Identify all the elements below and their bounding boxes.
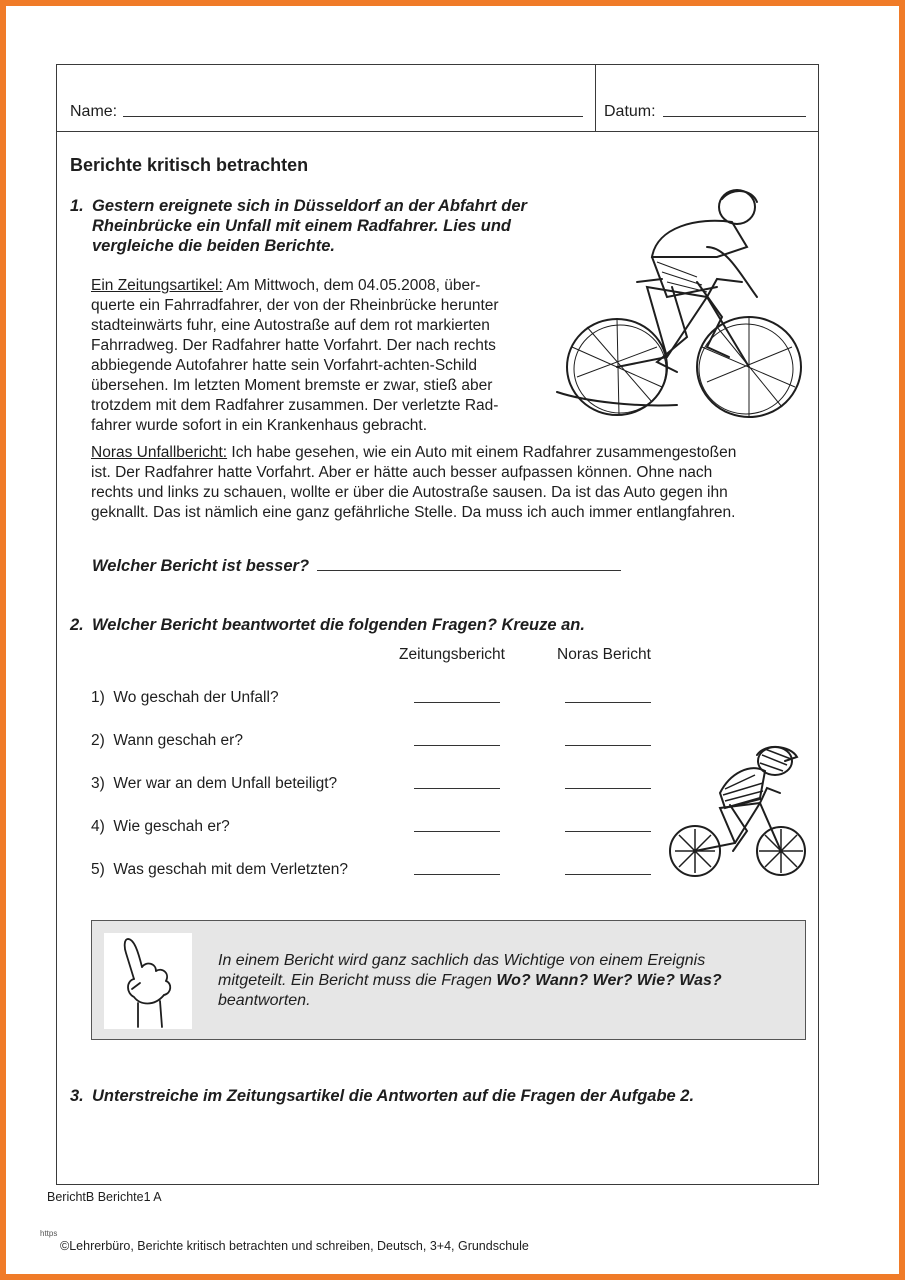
task-1: [70, 196, 562, 256]
info-line: In einem Bericht wird ganz sachlich das Wichtige von einem Ereignis: [218, 952, 706, 969]
answer-line-newspaper[interactable]: [414, 745, 500, 746]
article-line: abbiegende Autofahrer hatte sein Vorfahrt-achten-Schild: [91, 357, 478, 374]
footer-copyright: ©Lehrerbüro, Berichte kritisch betrachten und schreiben, Deutsch, 3+4, Grundschule: [60, 1239, 529, 1253]
date-label: Datum:: [604, 103, 656, 120]
question-text: Wo geschah der Unfall?: [113, 689, 279, 706]
answer-line-nora[interactable]: [565, 788, 651, 789]
answer-line-newspaper[interactable]: [414, 874, 500, 875]
article-line: Fahrradweg. Der Radfahrer hatte Vorfahrt. Der nach rechts: [91, 337, 496, 354]
article-line: übersehen. Im letzten Moment bremste er zwar, stieß aber: [91, 377, 493, 394]
child-cyclist-illustration: [665, 743, 810, 883]
question-text: Was geschah mit dem Verletzten?: [113, 861, 349, 878]
date-field[interactable]: [663, 116, 806, 117]
task-3: [70, 1086, 792, 1106]
footer-watermark: https: [40, 1229, 58, 1238]
newspaper-article: [91, 276, 551, 436]
question-number: 5): [91, 861, 105, 878]
footer-code: BerichtB Berichte1 A: [47, 1190, 162, 1204]
info-line: beantworten.: [218, 992, 311, 1009]
nora-line: geknallt. Das ist nämlich eine ganz gefährliche Stelle. Da muss ich auch immer entlangfahren.: [91, 504, 736, 521]
article-line: trotzdem mit dem Radfahrer zusammen. Der verletzte Rad-: [91, 397, 499, 414]
cyclist-illustration: [557, 187, 807, 427]
header-divider: [595, 65, 596, 131]
answer-line-newspaper[interactable]: [414, 788, 500, 789]
question-row: [91, 818, 230, 836]
article-line: Am Mittwoch, dem 04.05.2008, über-: [222, 277, 481, 294]
article-line: querte ein Fahrradfahrer, der von der Rheinbrücke herunter: [91, 297, 499, 314]
answer-line-nora[interactable]: [565, 831, 651, 832]
info-line: mitgeteilt. Ein Bericht muss die Fragen: [218, 972, 497, 989]
worksheet: [56, 64, 819, 1185]
task-1-line: Gestern ereignete sich in Düsseldorf an der Abfahrt der: [92, 197, 527, 215]
question-number: 2): [91, 732, 105, 749]
task-1-line: vergleiche die beiden Berichte.: [92, 237, 336, 255]
page-title: Berichte kritisch betrachten: [70, 155, 309, 175]
article-heading: Ein Zeitungsartikel:: [91, 277, 223, 294]
better-report-answer-field[interactable]: [317, 570, 621, 571]
better-report-question: Welcher Bericht ist besser?: [92, 557, 310, 575]
nora-line: rechts und links zu schauen, wollte er über die Autostraße sausen. Da ist das Auto gegen ihn: [91, 484, 728, 501]
article-line: stadteinwärts fuhr, eine Autostraße auf dem rot markierten: [91, 317, 490, 334]
question-number: 1): [91, 689, 105, 706]
pointing-hand-icon: [104, 933, 192, 1029]
task-3-number: 3.: [70, 1087, 84, 1105]
info-text: [218, 951, 778, 1011]
task-1-line: Rheinbrücke ein Unfall mit einem Radfahrer. Lies und: [92, 217, 512, 235]
column-nora: Noras Bericht: [557, 646, 651, 663]
nora-heading: Noras Unfallbericht:: [91, 444, 228, 461]
question-row: [91, 861, 348, 879]
article-line: fahrer wurde sofort in ein Krankenhaus gebracht.: [91, 417, 428, 434]
question-text: Wer war an dem Unfall beteiligt?: [113, 775, 338, 792]
question-number: 3): [91, 775, 105, 792]
name-label: Name:: [70, 103, 118, 120]
answer-line-newspaper[interactable]: [414, 831, 500, 832]
question-text: Wie geschah er?: [113, 818, 230, 835]
answer-line-nora[interactable]: [565, 874, 651, 875]
question-row: [91, 689, 279, 707]
column-newspaper: Zeitungsbericht: [399, 646, 505, 663]
question-number: 4): [91, 818, 105, 835]
nora-report: [91, 443, 806, 523]
task-3-text: Unterstreiche im Zeitungsartikel die Antworten auf die Fragen der Aufgabe 2.: [92, 1087, 695, 1105]
task-2: [70, 615, 772, 635]
answer-line-nora[interactable]: [565, 745, 651, 746]
info-box: [91, 920, 806, 1040]
nora-line: Ich habe gesehen, wie ein Auto mit einem Radfahrer zusammengestoßen: [227, 444, 737, 461]
question-text: Wann geschah er?: [113, 732, 243, 749]
hand-card: [104, 933, 192, 1029]
question-row: [91, 732, 243, 750]
task-2-text: Welcher Bericht beantwortet die folgenden Fragen? Kreuze an.: [92, 616, 585, 634]
worksheet-header: [57, 65, 818, 132]
answer-line-newspaper[interactable]: [414, 702, 500, 703]
task-2-number: 2.: [70, 616, 84, 634]
nora-line: ist. Der Radfahrer hatte Vorfahrt. Aber er hätte auch besser aufpassen können. Ohne nach: [91, 464, 713, 481]
name-field[interactable]: [123, 116, 583, 117]
answer-line-nora[interactable]: [565, 702, 651, 703]
task-1-number: 1.: [70, 197, 84, 215]
info-questions: Wo? Wann? Wer? Wie? Was?: [496, 972, 722, 989]
question-row: [91, 775, 337, 793]
